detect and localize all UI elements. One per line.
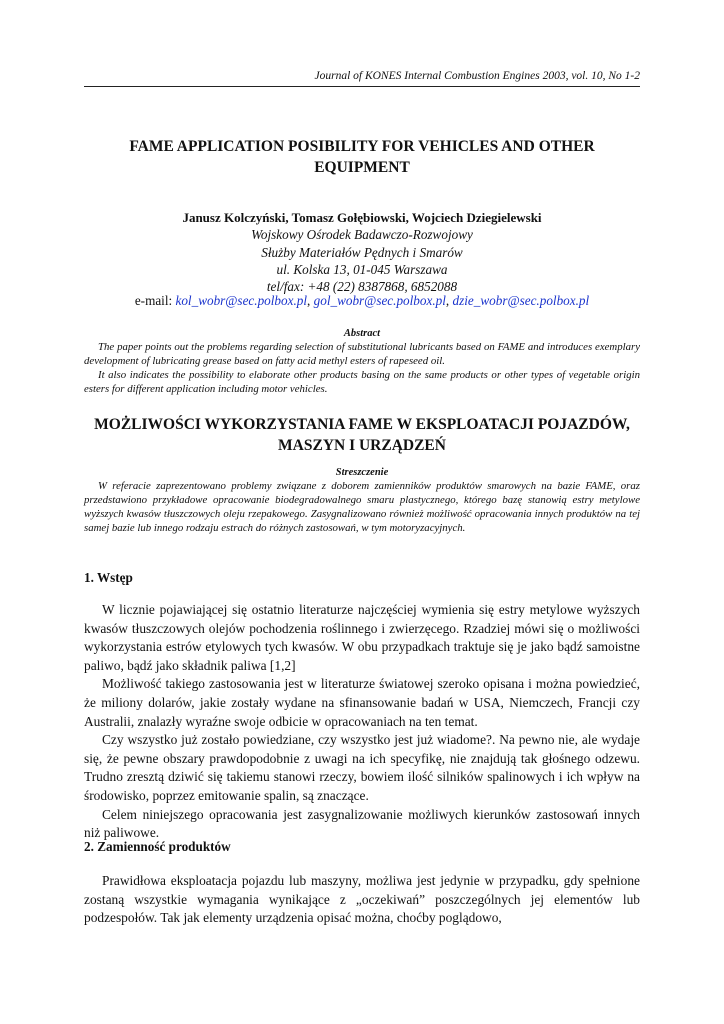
paper-title-en: FAME APPLICATION POSIBILITY FOR VEHICLES AND OTHER EQUIPMENT [129, 138, 595, 176]
abstract-paragraph: The paper points out the problems regarding selection of substitutional lubricants based on FAME and introduces exemplary development of lubricating grease based on fatty acid methyl esters of rapeseed oil. [84, 341, 640, 367]
affiliation-address: ul. Kolska 13, 01-045 Warszawa [276, 262, 448, 277]
affiliation-phone: tel/fax: +48 (22) 8387868, 6852088 [266, 279, 458, 294]
body-paragraph: Czy wszystko już zostało powiedziane, czy wszystko jest już wiadome?. Na pewno nie, ale wydaje się, że pewne obszary prawdopodobnie z uwagi na ich specyfikę, nie znajdują tak głośnego odzewu. Trudno zresztą dziwić się takiemu stanowi rzeczy, bowiem ilość silników spalinowych i ich wpływ na środowisko, poprzez emitowanie spalin, są znaczące. [84, 732, 640, 803]
streszczenie-paragraph: W referacie zaprezentowano problemy związane z doborem zamienników produktów smarowych na bazie FAME, oraz przedstawiono przykładowe opracowanie biodegradowalnego smaru plastycznego, którego bazę stanowią estry metylowe wyższych kwasów tłuszczowych oleju rzepakowego. Zasygnalizowano również możliwość opracowania innych produktów na tej samej bazie lub innego rodzaju estrach do różnych zastosowań, w tym motoryzacyjnych. [84, 480, 640, 534]
body-paragraph: W licznie pojawiającej się ostatnio literaturze najczęściej wymienia się estry metylowe wyższych kwasów tłuszczowych olejów pochodzenia roślinnego i zwierzęcego. Rzadziej mówi się o możliwości wykorzystania estrów etylowych tych kwasów. W obu przypadkach traktuje się je jako bądź samoistne paliwo, bądź jako składnik paliwa [1,2] [84, 602, 640, 673]
section-1-body [84, 601, 640, 843]
section-heading-2: 2. Zamienność produktów [84, 839, 231, 854]
email-line [84, 292, 640, 310]
section-2-body [84, 872, 640, 928]
abstract-paragraph: It also indicates the possibility to elaborate other products basing on the same products or other types of vegetable origin esters for different application including motor vehicles. [84, 369, 640, 395]
email-separator: , [445, 293, 453, 308]
streszczenie-heading: Streszczenie [335, 467, 389, 478]
abstract-body [84, 340, 640, 396]
body-paragraph: Możliwość takiego zastosowania jest w literaturze światowej szeroko opisana i można powiedzieć, że miliony dolarów, jakie zostały wydane na sfinansowanie badań w USA, Niemczech, Francji czy Australii, znalazły wyraźne swoje odbicie w opracowaniach na ten temat. [84, 676, 640, 729]
email-link[interactable]: kol_wobr@sec.polbox.pl [175, 293, 308, 308]
email-separator: , [307, 293, 314, 308]
affiliation-line: Służby Materiałów Pędnych i Smarów [261, 245, 463, 260]
journal-header: Journal of KONES Internal Combustion Engines 2003, vol. 10, No 1-2 [314, 70, 640, 82]
header-rule [84, 86, 640, 87]
streszczenie-body [84, 479, 640, 535]
section-heading-1: 1. Wstęp [84, 570, 133, 585]
body-paragraph: Celem niniejszego opracowania jest zasygnalizowanie możliwych kierunków zastosowań innych niż paliwowe. [84, 806, 640, 841]
author-list: Janusz Kolczyński, Tomasz Gołębiowski, Wojciech Dziegielewski [182, 210, 542, 225]
email-link[interactable]: dzie_wobr@sec.polbox.pl [452, 293, 590, 308]
abstract-heading: Abstract [343, 328, 381, 339]
body-paragraph: Prawidłowa eksploatacja pojazdu lub maszyny, możliwa jest jedynie w przypadku, gdy spełnione zostaną wszystkie wymagania wynikające z „oczekiwań” poszczególnych jej elementów lub podzespołów. Tak jak elementy urządzenia opisać można, choćby poglądowo, [84, 873, 640, 926]
email-label: e-mail: [134, 293, 176, 308]
affiliation-line: Wojskowy Ośrodek Badawczo-Rozwojowy [251, 227, 473, 242]
paper-title-pl: MOŻLIWOŚCI WYKORZYSTANIA FAME W EKSPLOATACJI POJAZDÓW, MASZYN I URZĄDZEŃ [94, 416, 630, 454]
email-link[interactable]: gol_wobr@sec.polbox.pl [313, 293, 446, 308]
